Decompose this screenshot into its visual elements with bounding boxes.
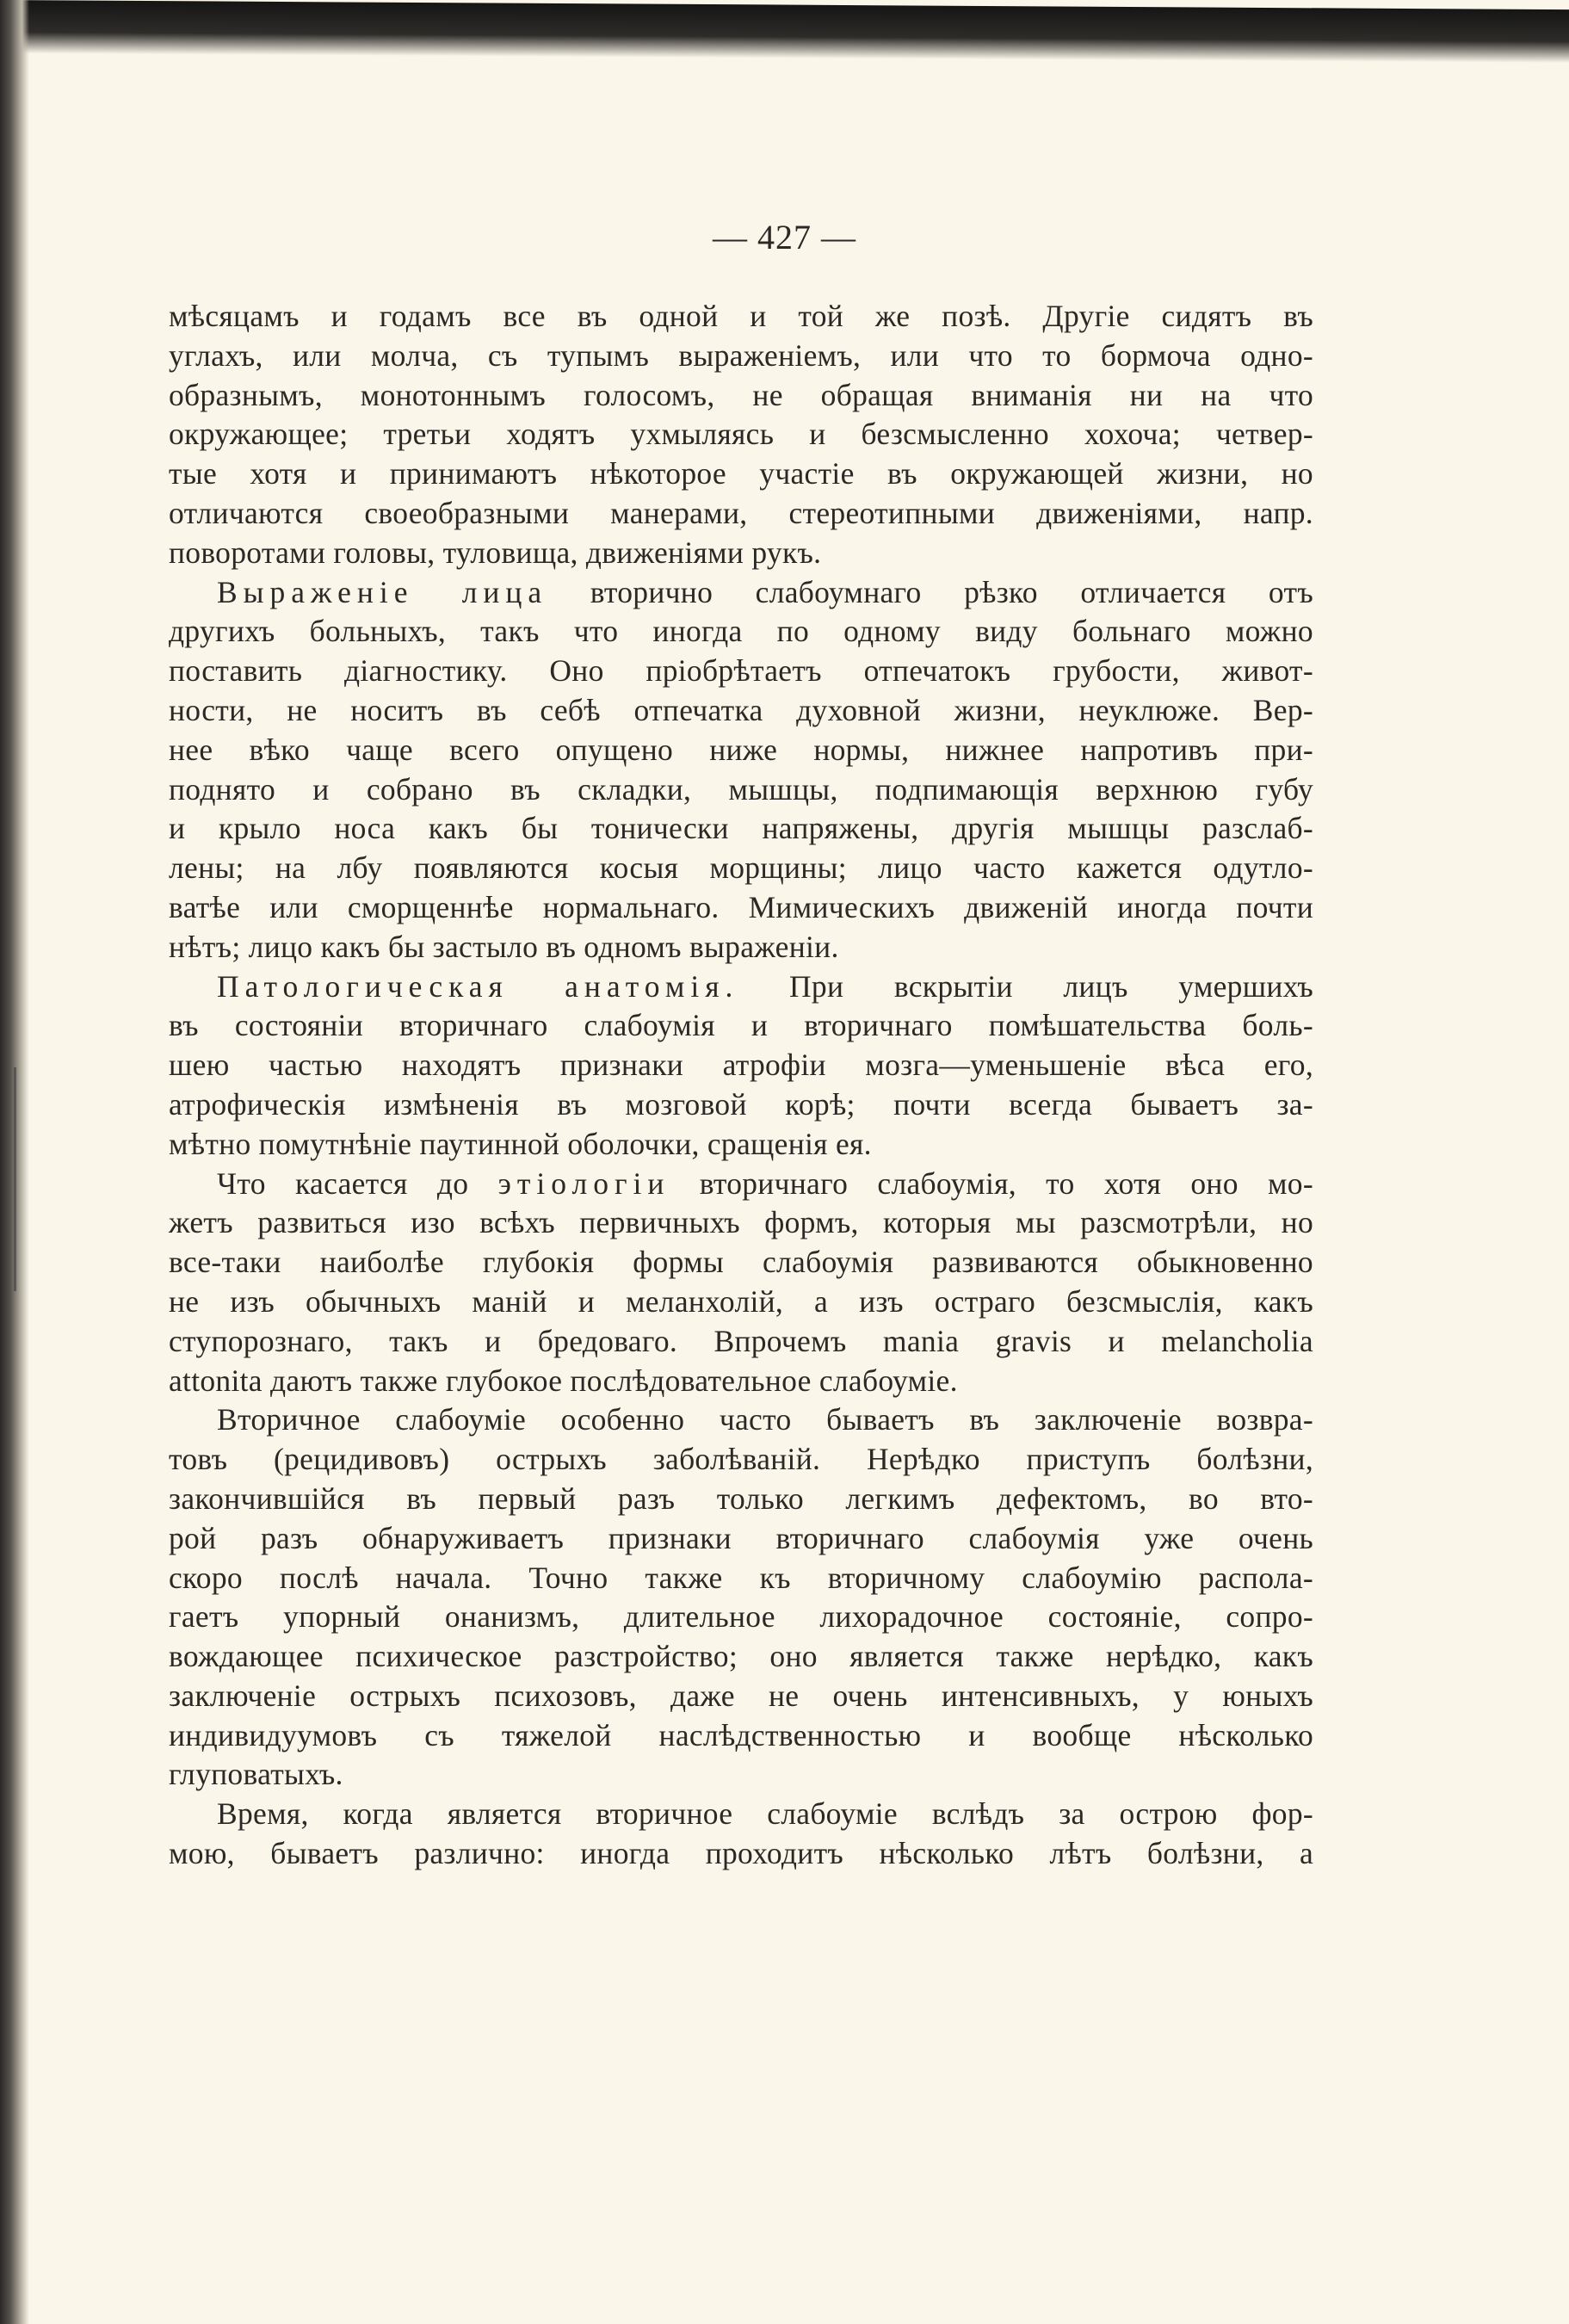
text-line <box>169 967 1313 1007</box>
text-line: заключеніе острыхъ психозовъ, даже не очень интенсивныхъ, у юныхъ <box>169 1678 1313 1713</box>
text-line: жетъ развиться изо всѣхъ первичныхъ формъ, которыя мы разсмотрѣли, но <box>169 1205 1313 1240</box>
scan-top-shadow <box>0 0 1569 63</box>
text-line: вождающее психическое разстройство; оно является также нерѣдко, какъ <box>169 1639 1313 1674</box>
paragraph-2 <box>169 573 1313 967</box>
spaced-term: этіологіи <box>497 1165 670 1201</box>
text-line: атрофическія измѣненія въ мозговой корѣ; почти всегда бываетъ за- <box>169 1086 1313 1122</box>
text-line: образнымъ, монотоннымъ голосомъ, не обращая вниманія ни на что <box>169 377 1313 412</box>
text-run: вторично слабоумнаго рѣзко отличается отъ <box>590 574 1313 609</box>
paragraph-1 <box>169 297 1313 573</box>
spine-mark <box>14 1067 16 1291</box>
text-line: нѣтъ; лицо какъ бы застыло въ одномъ выраженіи. <box>169 929 839 964</box>
text-line: другихъ больныхъ, такъ что иногда по одному виду больнаго можно <box>169 614 1313 649</box>
text-line: все-таки наиболѣе глубокія формы слабоумія развиваются обыкновенно <box>169 1245 1313 1280</box>
page-body <box>169 211 1313 1874</box>
text-line: товъ (рецидивовъ) острыхъ заболѣваній. Нерѣдко приступъ болѣзни, <box>169 1442 1313 1477</box>
paragraph-5 <box>169 1400 1313 1795</box>
text-line: Время, когда является вторичное слабоуміе вслѣдъ за острою фор- <box>217 1796 1313 1832</box>
text-line: углахъ, или молча, съ тупымъ выраженіемъ, или что то бормоча одно- <box>169 337 1313 373</box>
text-line: тые хотя и принимаютъ нѣкоторое участіе въ окружающей жизни, но <box>169 456 1313 491</box>
paragraph-6 <box>169 1795 1313 1874</box>
text-line: глуповатыхъ. <box>169 1757 343 1792</box>
text-line: ступорознаго, такъ и бредоваго. Впрочемъ mania gravis и melancholia <box>169 1323 1313 1358</box>
text-line <box>169 1165 1313 1204</box>
text-line: поставить діагностику. Оно пріобрѣтаетъ отпечатокъ грубости, живот- <box>169 653 1313 689</box>
text-line: мою, бываетъ различно: иногда проходитъ нѣсколько лѣтъ болѣзни, а <box>169 1836 1313 1871</box>
text-run: При вскрытіи лицъ умершихъ <box>789 968 1313 1004</box>
text-line: поворотами головы, туловища, движеніями рукъ. <box>169 535 822 570</box>
text-run: Что касается до <box>217 1165 469 1201</box>
page-number: — 427 — <box>713 218 856 257</box>
text-line: ватѣе или сморщеннѣе нормальнаго. Мимическихъ движеній иногда почти <box>169 889 1313 924</box>
text-line: лены; на лбу появляются косыя морщины; лицо часто кажется одутло- <box>169 850 1313 886</box>
text-line: закончившійся въ первый разъ только легкимъ дефектомъ, во вто- <box>169 1480 1313 1516</box>
spaced-term: Патологическая анатомія. <box>217 968 739 1004</box>
text-line: рой разъ обнаруживаетъ признаки вторичнаго слабоумія уже очень <box>169 1520 1313 1555</box>
text-run: вторичнаго слабоумія, то хотя оно мо- <box>699 1165 1313 1201</box>
text-line: Вторичное слабоуміе особенно часто бываетъ въ заключеніе возвра- <box>217 1402 1313 1437</box>
text-line: индивидуумовъ съ тяжелой наслѣдственностью и вообще нѣсколько <box>169 1717 1313 1752</box>
text-line: скоро послѣ начала. Точно также къ вторичному слабоумію распола- <box>169 1560 1313 1595</box>
paragraph-3 <box>169 967 1313 1165</box>
text-line: поднято и собрано въ складки, мышцы, подпимающія верхнюю губу <box>169 771 1313 807</box>
text-line: въ состояніи вторичнаго слабоумія и вторичнаго помѣшательства боль- <box>169 1008 1313 1043</box>
text-line: ности, не носитъ въ себѣ отпечатка духовной жизни, неуклюже. Вер- <box>169 692 1313 727</box>
text-line: шею частью находятъ признаки атрофіи мозга—уменьшеніе вѣса его, <box>169 1048 1313 1083</box>
paragraph-4 <box>169 1165 1313 1401</box>
text-line: не изъ обычныхъ маній и меланхолій, а изъ остраго безсмыслія, какъ <box>169 1283 1313 1319</box>
text-line: мѣсяцамъ и годамъ все въ одной и той же позѣ. Другіе сидятъ въ <box>169 299 1313 333</box>
text-line: attonita даютъ также глубокое послѣдовательное слабоуміе. <box>169 1363 958 1398</box>
text-line: отличаются своеобразными манерами, стереотипными движеніями, напр. <box>169 495 1313 530</box>
text-line: окружающее; третьи ходятъ ухмыляясь и безсмысленно хохоча; четвер- <box>169 417 1313 452</box>
text-line: и крыло носа какъ бы тонически напряжены, другія мышцы разслаб- <box>169 811 1313 846</box>
text-line: нее вѣко чаще всего опущено ниже нормы, нижнее напротивъ при- <box>169 732 1313 767</box>
text-line: мѣтно помутнѣніе паутинной оболочки, сращенія ея. <box>169 1126 872 1161</box>
text-line <box>169 573 1313 613</box>
text-line: гаетъ упорный онанизмъ, длительное лихорадочное состояніе, сопро- <box>169 1599 1313 1635</box>
spaced-term: Выраженіе лица <box>217 574 548 609</box>
